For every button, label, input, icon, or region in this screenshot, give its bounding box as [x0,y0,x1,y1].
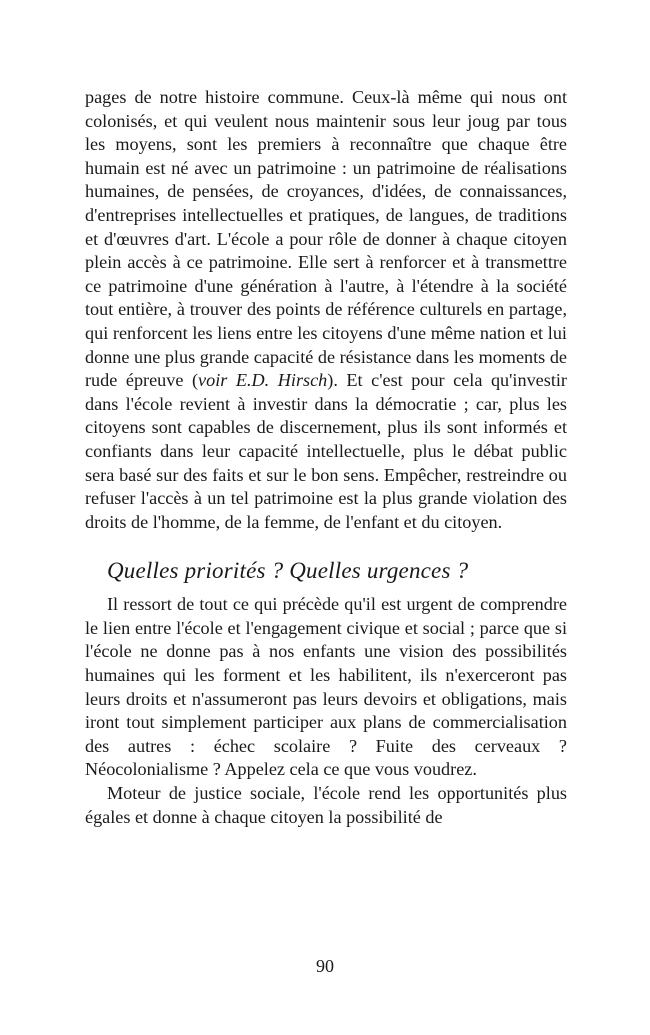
section-heading: Quelles priorités ? Quelles urgences ? [107,558,469,584]
citation-reference: voir E.D. Hirsch [198,370,328,391]
paragraph-1-part-2: ). Et c'est pour cela qu'investir dans l'école revient à investir dans la démocratie ; car, plus les citoyens sont capables de discernement, plus ils sont informés et confiants dans leur capacité intellectuelle, plus le débat public sera basé sur des faits et sur le bon sens. Empêcher, restreindre ou refuser l'accès à un tel patrimoine est la plus grande violation des droits de l'homme, de la femme, de l'enfant et du citoyen. [85,370,567,532]
page-number: 90 [316,956,334,976]
page-body [85,86,567,829]
paragraph-2: Il ressort de tout ce qui précède qu'il est urgent de comprendre le lien entre l'école et l'engagement civique et social ; parce que si l'école ne donne pas à nos enfants une vision des possibilités humaines qui les forment et les habilitent, ils n'exerceront pas leurs droits et n'assumeront pas leurs devoirs et obligations, mais iront tout simplement participer aux plans de commercialisation des autres : échec scolaire ? Fuite des cerveaux ? Néocolonialisme ? Appelez cela ce que vous voudrez. [85,594,567,780]
paragraph-3: Moteur de justice sociale, l'école rend les opportunités plus égales et donne à chaque citoyen la possibilité de [85,783,567,827]
paragraph-1-part-1: pages de notre histoire commune. Ceux-là même qui nous ont colonisés, et qui veulent nous maintenir sous leur joug par tous les moyens, sont les premiers à reconnaître que chaque être humain est né avec un patrimoine : un patrimoine de réalisations humaines, de pensées, de croyances, d'idées, de connaissances, d'entreprises intellectuelles et pratiques, de langues, de traditions et d'œuvres d'art. L'école a pour rôle de donner à chaque citoyen plein accès à ce patrimoine. Elle sert à renforcer et à transmettre ce patrimoine d'une génération à l'autre, à l'étendre à la société tout entière, à trouver des points de référence culturels en partage, qui renforcent les liens entre les citoyens d'une même nation et lui donne une plus grande capacité de résistance dans les moments de rude épreuve ( [85,87,567,391]
paragraph-1 [85,86,567,534]
